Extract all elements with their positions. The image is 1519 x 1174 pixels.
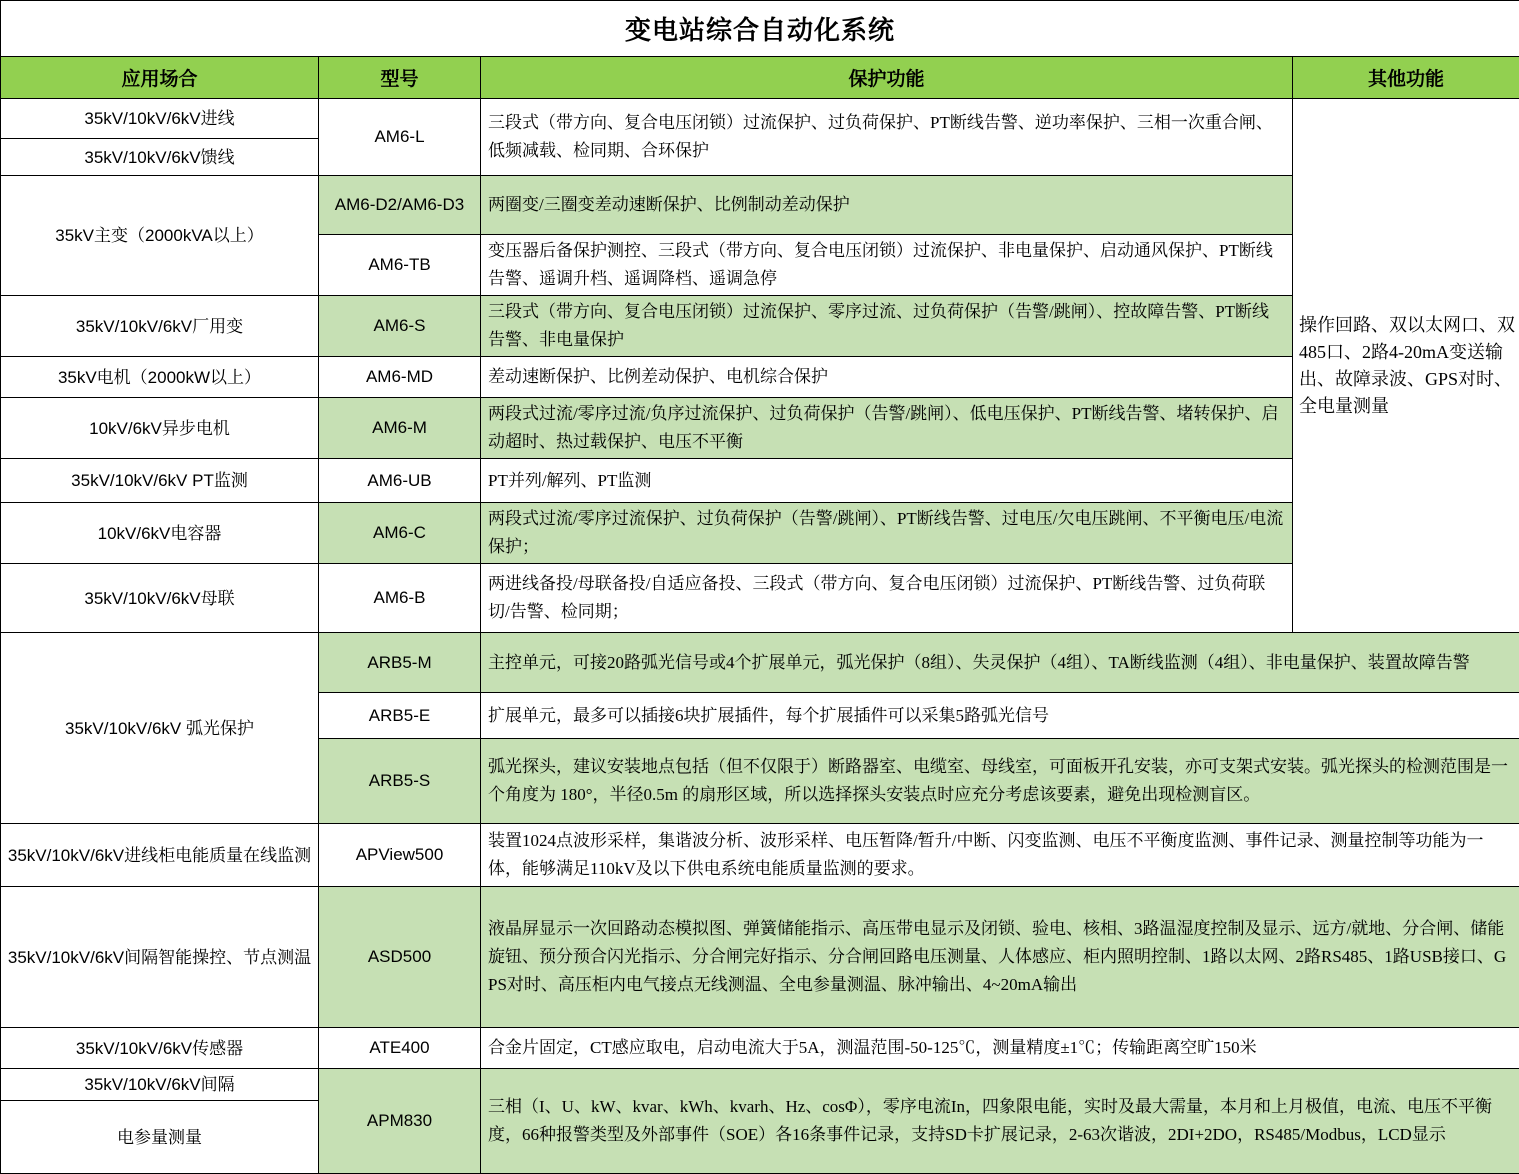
model-asd500: ASD500 — [319, 887, 481, 1028]
table-row — [1, 633, 1519, 693]
app-35kv-motor: 35kV电机（2000kW以上） — [1, 357, 319, 398]
table-row — [1, 503, 1519, 564]
table-row — [1, 99, 1519, 139]
table-row — [1, 357, 1519, 398]
model-am6-m: AM6-M — [319, 398, 481, 459]
app-incoming-line: 35kV/10kV/6kV进线 — [1, 99, 319, 139]
protection-ate400: 合金片固定，CT感应取电，启动电流大于5A，测温范围-50-125℃，测量精度±1℃；传输距离空旷150米 — [481, 1028, 1519, 1069]
protection-apview500: 装置1024点波形采样，集谐波分析、波形采样、电压暂降/暂升/中断、闪变监测、电压不平衡度监测、事件记录、测量控制等功能为一体，能够满足110kV及以下供电系统电能质量监测的要求。 — [481, 824, 1519, 887]
model-am6-b: AM6-B — [319, 564, 481, 633]
app-power-quality-monitoring: 35kV/10kV/6kV进线柜电能质量在线监测 — [1, 824, 319, 887]
protection-arb5-s: 弧光探头，建议安装地点包括（但不仅限于）断路器室、电缆室、母线室，可面板开孔安装，亦可支架式安装。弧光探头的检测范围是一个角度为 180°，半径0.5m 的扇形区域，所以选择探头安装点时应充分考虑该要素，避免出现检测盲区。 — [481, 739, 1519, 824]
model-am6-l: AM6-L — [319, 99, 481, 176]
table-row — [1, 1069, 1519, 1101]
app-capacitor: 10kV/6kV电容器 — [1, 503, 319, 564]
app-feeder-line: 35kV/10kV/6kV馈线 — [1, 139, 319, 176]
app-sensor: 35kV/10kV/6kV传感器 — [1, 1028, 319, 1069]
protection-am6-b: 两进线备投/母联备投/自适应备投、三段式（带方向、复合电压闭锁）过流保护、PT断线告警、过负荷联切/告警、检同期； — [481, 564, 1293, 633]
model-ate400: ATE400 — [319, 1028, 481, 1069]
model-am6-d2-d3: AM6-D2/AM6-D3 — [319, 176, 481, 235]
col-header-other: 其他功能 — [1293, 57, 1519, 99]
table-row — [1, 296, 1519, 357]
app-arc-protection: 35kV/10kV/6kV 弧光保护 — [1, 633, 319, 824]
table-row — [1, 1028, 1519, 1069]
model-am6-s: AM6-S — [319, 296, 481, 357]
model-am6-ub: AM6-UB — [319, 459, 481, 503]
protection-am6-s: 三段式（带方向、复合电压闭锁）过流保护、零序过流、过负荷保护（告警/跳闸）、控故障告警、PT断线告警、非电量保护 — [481, 296, 1293, 357]
protection-am6-m: 两段式过流/零序过流/负序过流保护、过负荷保护（告警/跳闸）、低电压保护、PT断线告警、堵转保护、启动超时、热过载保护、电压不平衡 — [481, 398, 1293, 459]
model-am6-md: AM6-MD — [319, 357, 481, 398]
table-row — [1, 398, 1519, 459]
model-am6-c: AM6-C — [319, 503, 481, 564]
protection-am6-c: 两段式过流/零序过流保护、过负荷保护（告警/跳闸）、PT断线告警、过电压/欠电压跳闸、不平衡电压/电流保护； — [481, 503, 1293, 564]
table-row — [1, 887, 1519, 1028]
app-station-transformer: 35kV/10kV/6kV厂用变 — [1, 296, 319, 357]
model-apview500: APView500 — [319, 824, 481, 887]
model-arb5-m: ARB5-M — [319, 633, 481, 693]
protection-apm830: 三相（I、U、kW、kvar、kWh、kvarh、Hz、cosΦ），零序电流In，四象限电能，实时及最大需量，本月和上月极值，电流、电压不平衡度，66种报警类型及外部事件（SOE）各16条事件记录，支持SD卡扩展记录，2-63次谐波，2DI+2DO，RS485/Modbus，LCD显示 — [481, 1069, 1519, 1174]
model-arb5-e: ARB5-E — [319, 693, 481, 739]
protection-arb5-e: 扩展单元，最多可以插接6块扩展插件，每个扩展插件可以采集5路弧光信号 — [481, 693, 1519, 739]
protection-arb5-m: 主控单元，可接20路弧光信号或4个扩展单元，弧光保护（8组）、失灵保护（4组）、TA断线监测（4组）、非电量保护、装置故障告警 — [481, 633, 1519, 693]
protection-asd500: 液晶屏显示一次回路动态模拟图、弹簧储能指示、高压带电显示及闭锁、验电、核相、3路温湿度控制及显示、远方/就地、分合闸、储能旋钮、预分预合闪光指示、分合闸完好指示、分合闸回路电压测量、人体感应、柜内照明控制、1路以太网、2路RS485、1路USB接口、GPS对时、高压柜内电气接点无线测温、全电参量测温、脉冲输出、4~20mA输出 — [481, 887, 1519, 1028]
protection-am6-tb: 变压器后备保护测控、三段式（带方向、复合电压闭锁）过流保护、非电量保护、启动通风保护、PT断线告警、遥调升档、遥调降档、遥调急停 — [481, 235, 1293, 296]
page-title: 变电站综合自动化系统 — [1, 1, 1519, 57]
app-bus-coupler: 35kV/10kV/6kV母联 — [1, 564, 319, 633]
col-header-model: 型号 — [319, 57, 481, 99]
model-arb5-s: ARB5-S — [319, 739, 481, 824]
table-row — [1, 824, 1519, 887]
protection-am6-md: 差动速断保护、比例差动保护、电机综合保护 — [481, 357, 1293, 398]
app-pt-monitoring: 35kV/10kV/6kV PT监测 — [1, 459, 319, 503]
header-row — [1, 57, 1519, 99]
app-main-transformer: 35kV主变（2000kVA以上） — [1, 176, 319, 296]
protection-am6-d2-d3: 两圈变/三圈变差动速断保护、比例制动差动保护 — [481, 176, 1293, 235]
protection-am6-l: 三段式（带方向、复合电压闭锁）过流保护、过负荷保护、PT断线告警、逆功率保护、三相一次重合闸、低频减载、检同期、合环保护 — [481, 99, 1293, 176]
model-am6-tb: AM6-TB — [319, 235, 481, 296]
protection-am6-ub: PT并列/解列、PT监测 — [481, 459, 1293, 503]
other-functions-cell: 操作回路、双以太网口、双485口、2路4-20mA变送输出、故障录波、GPS对时、全电量测量 — [1293, 99, 1519, 633]
table-row — [1, 176, 1519, 235]
app-bay: 35kV/10kV/6kV间隔 — [1, 1069, 319, 1101]
table-row — [1, 459, 1519, 503]
table-row — [1, 564, 1519, 633]
app-smart-control-temp: 35kV/10kV/6kV间隔智能操控、节点测温 — [1, 887, 319, 1028]
model-apm830: APM830 — [319, 1069, 481, 1174]
app-electrical-measurement: 电参量测量 — [1, 1101, 319, 1174]
app-async-motor: 10kV/6kV异步电机 — [1, 398, 319, 459]
col-header-application: 应用场合 — [1, 57, 319, 99]
col-header-protection: 保护功能 — [481, 57, 1293, 99]
